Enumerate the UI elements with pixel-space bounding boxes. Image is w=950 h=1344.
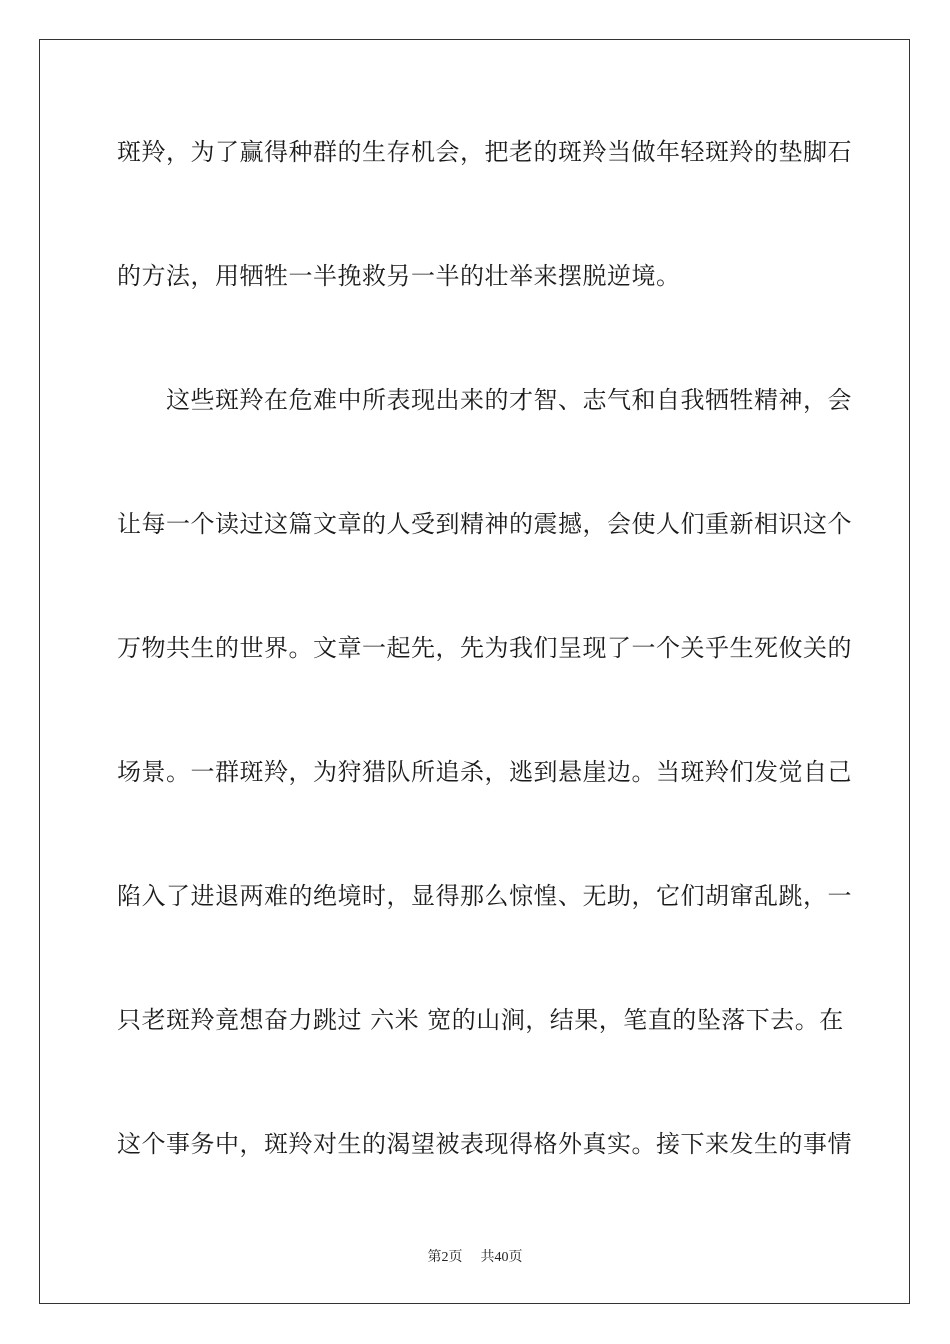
body-text-line: 这个事务中，斑羚对生的渴望被表现得格外真实。接下来发生的事情 [117,1130,852,1158]
body-text-line: 的方法，用牺牲一半挽救另一半的壮举来摆脱逆境。 [117,262,681,290]
body-text-line: 陷入了进退两难的绝境时，显得那么惊惶、无助，它们胡窜乱跳，一 [117,882,852,910]
body-text-line: 场景。一群斑羚，为狩猎队所追杀，逃到悬崖边。当斑羚们发觉自己 [117,758,852,786]
page-footer [0,1249,950,1267]
body-text-line: 斑羚，为了赢得种群的生存机会，把老的斑羚当做年轻斑羚的垫脚石 [117,138,852,166]
body-text-line: 这些斑羚在危难中所表现出来的才智、志气和自我牺牲精神，会 [117,386,852,414]
body-text-line: 让每一个读过这篇文章的人受到精神的震撼，会使人们重新相识这个 [117,510,852,538]
total-pages: 共40页 [480,1250,523,1265]
page-border [39,39,910,1304]
page-number: 第2页 [427,1250,463,1265]
body-text-line: 万物共生的世界。文章一起先，先为我们呈现了一个关乎生死攸关的 [117,634,852,662]
body-text-line: 只老斑羚竟想奋力跳过 六米 宽的山涧，结果，笔直的坠落下去。在 [117,1006,844,1034]
